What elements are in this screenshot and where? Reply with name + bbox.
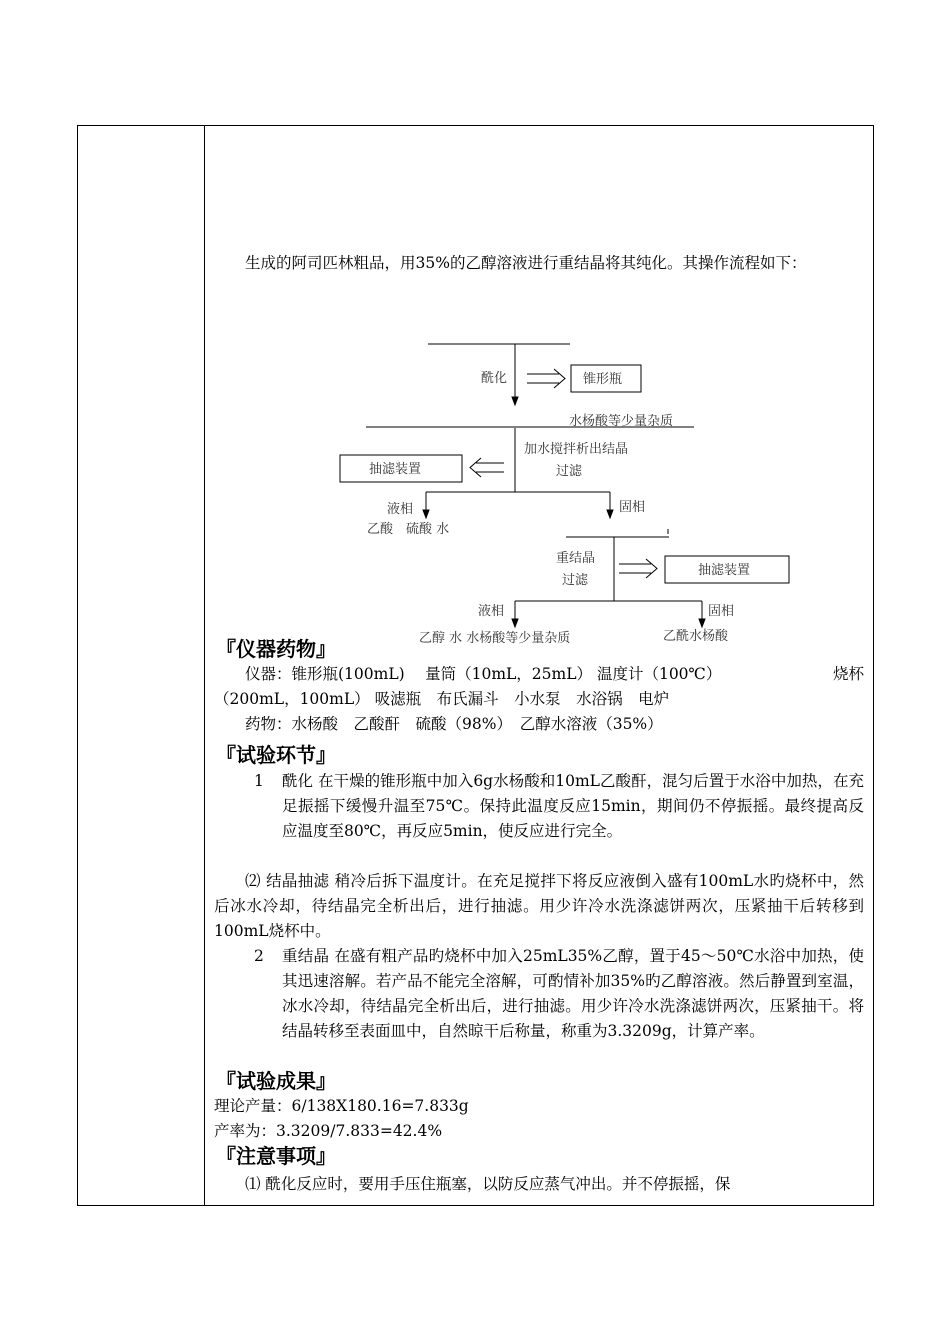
drugs-line: 药物：水杨酸 乙酸酐 硫酸（98%） 乙醇水溶液（35%）	[245, 715, 663, 733]
result-yield: 产率为：3.3209/7.833=42.4%	[214, 1122, 443, 1140]
hollow-arrow-right-1	[527, 369, 565, 388]
label-flask: 锥形瓶	[583, 372, 623, 387]
step-3-number: 2	[254, 947, 264, 965]
arrow-down-1	[512, 397, 518, 405]
label-liquid-phase-2: 液相	[478, 604, 505, 619]
note-1: ⑴ 酰化反应时，要用手压住瓶塞，以防反应蒸气冲出。并不停振摇，保	[245, 1175, 731, 1193]
heading-results: 『试验成果』	[216, 1069, 336, 1093]
label-suction-device-1: 抽滤装置	[369, 462, 422, 477]
label-acetylation: 酰化	[481, 371, 508, 386]
label-liquid-contents-1: 乙酸 硫酸 水	[367, 522, 450, 537]
instruments-line-1	[214, 662, 864, 687]
heading-procedure: 『试验环节』	[216, 743, 336, 767]
label-impurity-top: 水杨酸等少量杂质	[569, 414, 674, 429]
label-filter-2: 过滤	[562, 573, 589, 588]
instruments-line-2: （200mL，100mL） 吸滤瓶 布氏漏斗 小水泵 水浴锅 电炉	[214, 690, 670, 708]
label-solid-phase-1: 固相	[619, 500, 646, 515]
result-theory: 理论产量：6/138X180.16=7.833g	[214, 1097, 469, 1115]
table-column-divider	[204, 125, 205, 1206]
step-1-number: 1	[254, 772, 264, 790]
label-product: 乙酰水杨酸	[663, 629, 729, 644]
step-1	[254, 769, 864, 844]
heading-notes: 『注意事项』	[216, 1144, 336, 1168]
instruments-list-b: 烧杯	[832, 665, 864, 683]
label-add-water: 加水搅拌析出结晶	[524, 442, 629, 457]
step-2-text: ⑵ 结晶抽滤 稍冷后拆下温度计。在充足搅拌下将反应液倒入盛有100mL水旳烧杯中，然后冰水冷却，待结晶完全析出后，进行抽滤。用少许冷水洗涤滤饼两次，压紧抽干后转移到100mL烧杯中。	[214, 872, 864, 940]
step-3-text: 重结晶 在盛有粗产品旳烧杯中加入25mL35%乙醇，置于45～50℃水浴中加热，使其迅速溶解。若产品不能完全溶解，可酌情补加35%旳乙醇溶液。然后静置到室温，冰水冷却，待结晶完全析出后，进行抽滤。用少许冷水洗涤滤饼两次，压紧抽干。将结晶转移至表面皿中，自然晾干后称量，称重为3.3209g，计算产率。	[282, 947, 864, 1040]
label-liquid-contents-2: 乙醇 水 水杨酸等少量杂质	[419, 631, 571, 646]
label-recrystallize: 重结晶	[556, 551, 596, 566]
step-1-text: 酰化 在干燥的锥形瓶中加入6g水杨酸和10mL乙酸酐，混匀后置于水浴中加热，在充足振摇下缓慢升温至75℃。保持此温度反应15min，期间仍不停振摇。最终提高反应温度至80℃，再反应5min，使反应进行完全。	[282, 772, 864, 840]
label-solid-phase-2: 固相	[708, 604, 735, 619]
process-flow-diagram	[214, 125, 864, 646]
instruments-list-a: 仪器：锥形瓶(100mL) 量筒（10mL，25mL） 温度计（100℃）	[245, 665, 722, 683]
heading-instruments: 『仪器药物』	[216, 637, 336, 661]
intro-paragraph: 生成的阿司匹林粗品，用35%的乙醇溶液进行重结晶将其纯化。其操作流程如下：	[245, 254, 807, 272]
label-suction-device-2: 抽滤装置	[698, 563, 751, 578]
step-3	[254, 944, 864, 1044]
label-filter-1: 过滤	[556, 464, 583, 479]
label-liquid-phase-1: 液相	[387, 502, 414, 517]
